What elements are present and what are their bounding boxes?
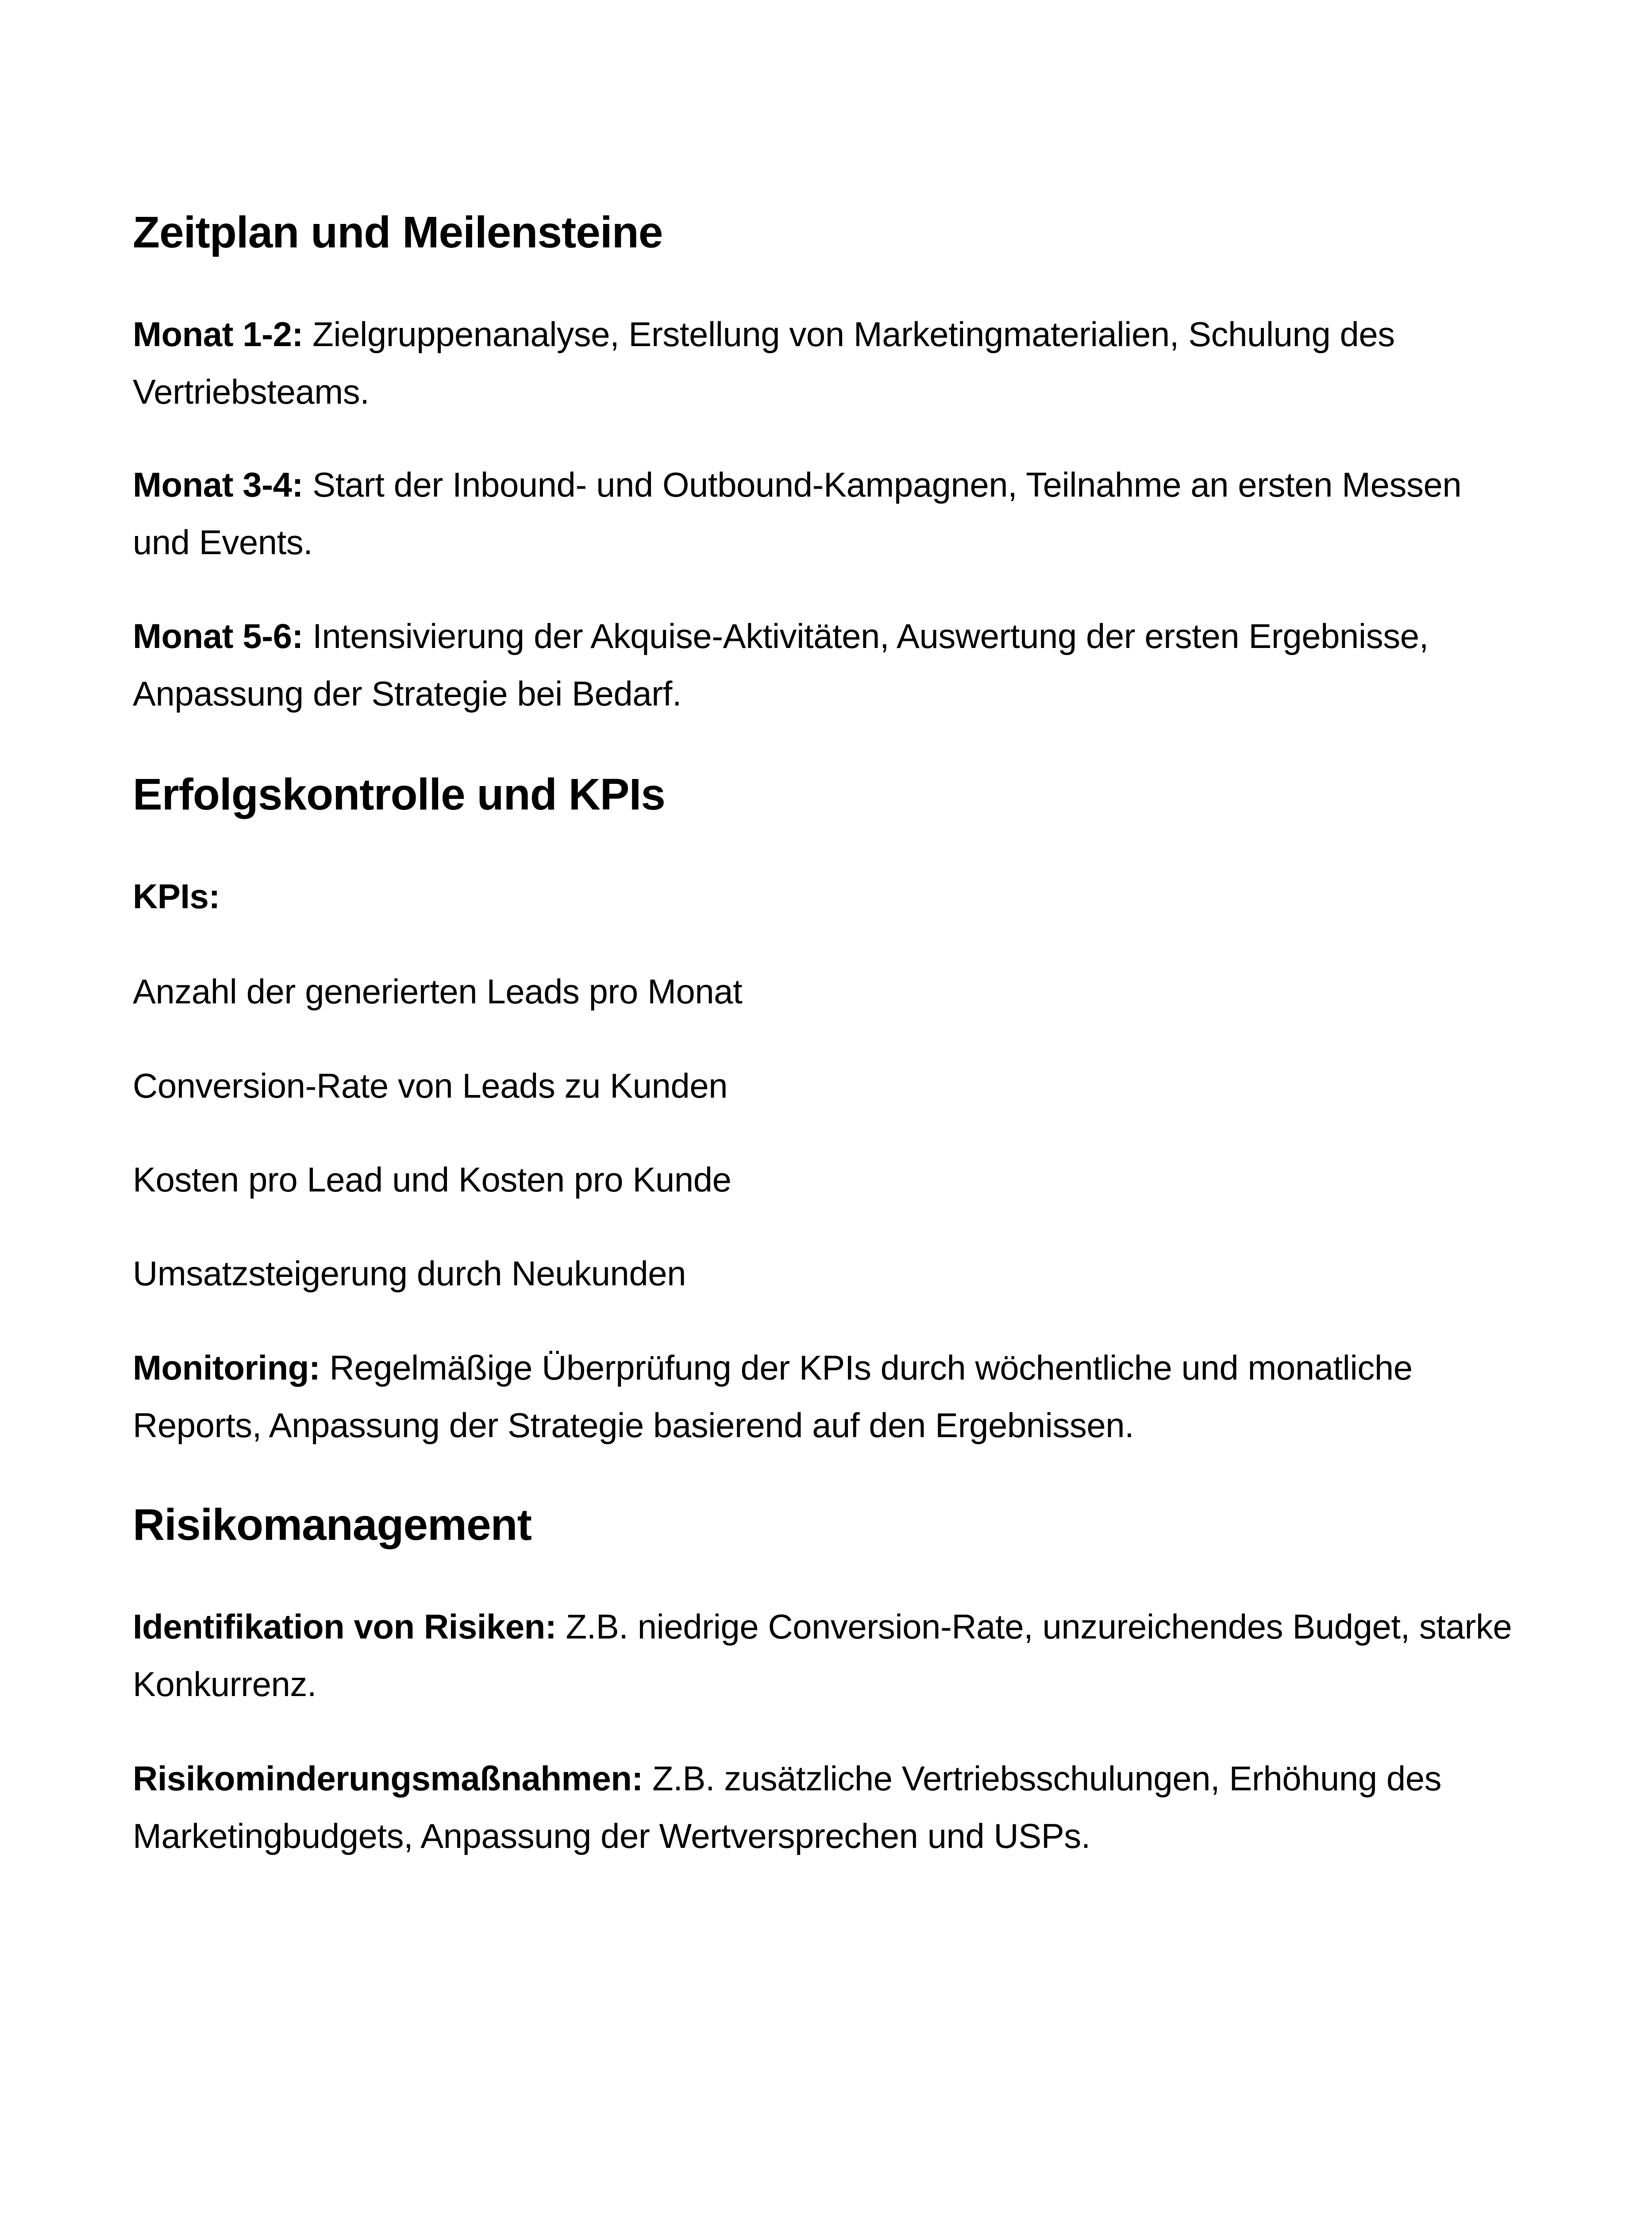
monitoring-paragraph	[133, 1339, 1527, 1454]
risk-label: Risikominderungsmaßnahmen:	[133, 1759, 643, 1798]
milestone-label: Monat 1-2:	[133, 315, 303, 354]
kpi-label: KPIs:	[133, 877, 220, 916]
kpi-item: Conversion-Rate von Leads zu Kunden	[133, 1066, 728, 1105]
kpi-label-paragraph	[133, 867, 1527, 925]
risk-paragraph	[133, 1598, 1527, 1713]
milestone-text: Zielgruppenanalyse, Erstellung von Marketingmaterialien, Schulung des Vertriebsteams.	[133, 315, 1395, 411]
section-heading-erfolgskontrolle: Erfolgskontrolle und KPIs	[133, 770, 665, 819]
milestone-label: Monat 5-6:	[133, 617, 303, 655]
milestone-label: Monat 3-4:	[133, 465, 303, 504]
risk-label: Identifikation von Risiken:	[133, 1607, 557, 1646]
section-heading-risikomanagement: Risikomanagement	[133, 1500, 531, 1550]
milestone-paragraph	[133, 305, 1527, 420]
milestone-paragraph	[133, 456, 1527, 571]
milestone-paragraph	[133, 607, 1527, 722]
risk-paragraph	[133, 1750, 1527, 1865]
risk-text: Z.B. zusätzliche Vertriebsschulungen, Erhöhung des Marketingbudgets, Anpassung der Wertversprechen und USPs.	[133, 1759, 1442, 1855]
kpi-item: Umsatzsteigerung durch Neukunden	[133, 1254, 686, 1293]
kpi-item: Kosten pro Lead und Kosten pro Kunde	[133, 1160, 732, 1199]
risk-text: Z.B. niedrige Conversion-Rate, unzureichendes Budget, starke Konkurrenz.	[133, 1607, 1512, 1704]
milestone-text: Start der Inbound- und Outbound-Kampagnen, Teilnahme an ersten Messen und Events.	[133, 465, 1462, 562]
milestone-text: Intensivierung der Akquise-Aktivitäten, Auswertung der ersten Ergebnisse, Anpassung der Strategie bei Bedarf.	[133, 617, 1429, 713]
monitoring-text: Regelmäßige Überprüfung der KPIs durch wöchentliche und monatliche Reports, Anpassung der Strategie basierend auf den Ergebnissen.	[133, 1348, 1413, 1445]
monitoring-label: Monitoring:	[133, 1348, 320, 1387]
kpi-item: Anzahl der generierten Leads pro Monat	[133, 972, 743, 1011]
section-heading-zeitplan: Zeitplan und Meilensteine	[133, 208, 663, 257]
